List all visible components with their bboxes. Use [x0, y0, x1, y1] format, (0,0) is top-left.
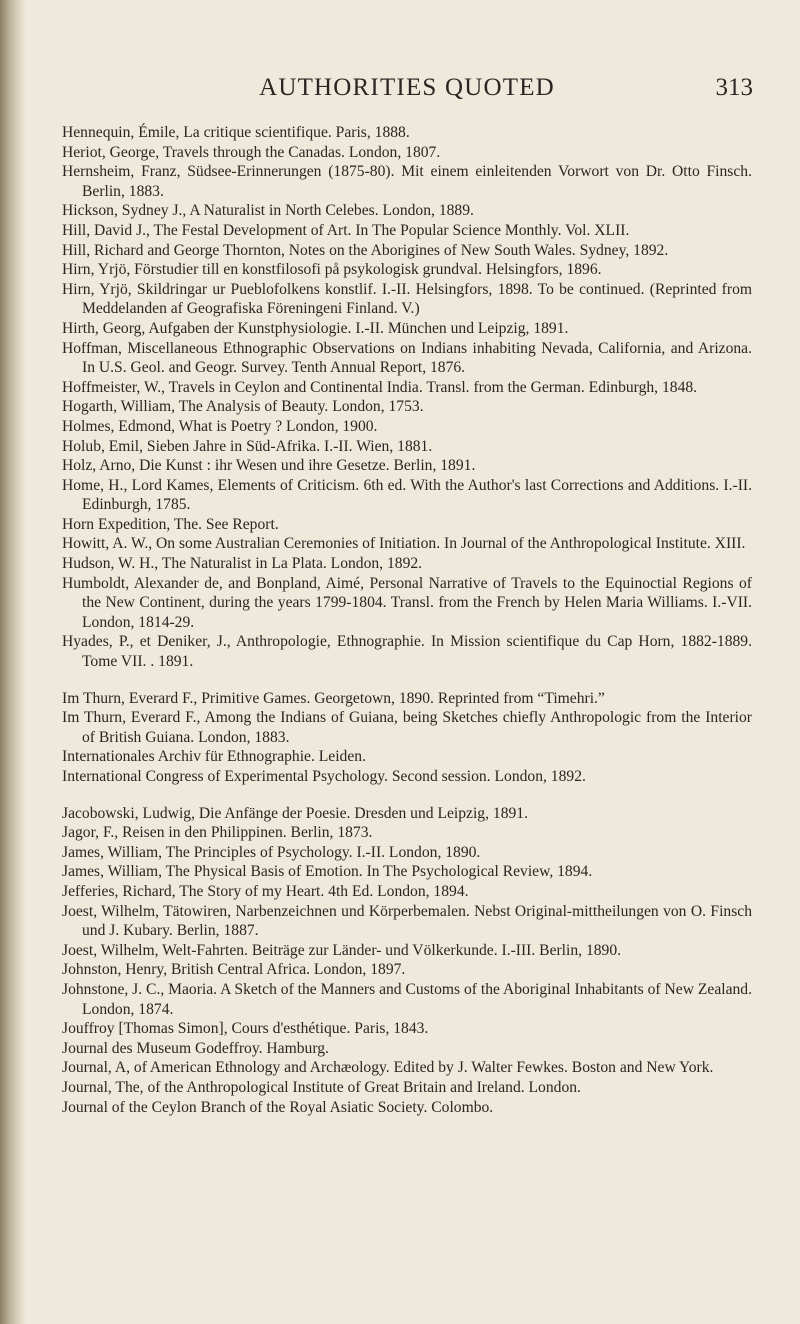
book-spine-shadow: [0, 0, 26, 1324]
bibliography-entry: Hoffmeister, W., Travels in Ceylon and Continental India. Transl. from the German. Edinburgh, 1848.: [62, 378, 698, 396]
bibliography-entry: Hirth, Georg, Aufgaben der Kunstphysiologie. I.-II. München und Leipzig, 1891.: [62, 319, 569, 337]
bibliography-entry: Hill, David J., The Festal Development of Art. In The Popular Science Monthly. Vol. XLII.: [62, 221, 630, 239]
bibliography-entry: Im Thurn, Everard F., Among the Indians of Guiana, being Sketches chiefly Anthropologic from the Interior of British Guiana. London, 1883.: [62, 709, 752, 746]
bibliography-list: [62, 123, 752, 1117]
bibliography-entry: James, William, The Physical Basis of Emotion. In The Psychological Review, 1894.: [62, 863, 593, 881]
bibliography-entry: Im Thurn, Everard F., Primitive Games. Georgetown, 1890. Reprinted from “Timehri.”: [62, 689, 605, 707]
bibliography-entry: Howitt, A. W., On some Australian Ceremonies of Initiation. In Journal of the Anthropological Institute. XIII.: [62, 535, 746, 553]
bibliography-entry: Hernsheim, Franz, Südsee-Erinnerungen (1875-80). Mit einem einleitenden Vorwort von Dr. Otto Finsch. Berlin, 1883.: [62, 163, 752, 200]
bibliography-entry: Holub, Emil, Sieben Jahre in Süd-Afrika. I.-II. Wien, 1881.: [62, 437, 433, 455]
bibliography-entry: Humboldt, Alexander de, and Bonpland, Aimé, Personal Narrative of Travels to the Equinoctial Regions of the New Continent, during the years 1799-1804. Transl. from the French by Helen Maria Williams. I.-VII. London, 1814-29.: [62, 574, 752, 631]
bibliography-entry: Holmes, Edmond, What is Poetry ? London, 1900.: [62, 417, 378, 435]
section-gap: [62, 787, 752, 804]
section-gap: [62, 672, 752, 689]
bibliography-entry: Jagor, F., Reisen in den Philippinen. Berlin, 1873.: [62, 824, 373, 842]
bibliography-entry: Journal, A, of American Ethnology and Archæology. Edited by J. Walter Fewkes. Boston and New York.: [62, 1059, 714, 1077]
page-number: 313: [715, 74, 753, 101]
running-head: AUTHORITIES QUOTED: [259, 74, 555, 101]
bibliography-entry: Hill, Richard and George Thornton, Notes on the Aborigines of New South Wales. Sydney, 1892.: [62, 241, 669, 259]
bibliography-entry: Hyades, P., et Deniker, J., Anthropologie, Ethnographie. In Mission scientifique du Cap Horn, 1882-1889. Tome VII. . 1891.: [62, 633, 752, 671]
bibliography-entry: Joest, Wilhelm, Tätowiren, Narbenzeichnen und Körperbemalen. Nebst Original-mittheilungen von O. Finsch und J. Kubary. Berlin, 1887.: [62, 902, 752, 940]
bibliography-entry: Johnston, Henry, British Central Africa. London, 1897.: [62, 961, 406, 979]
bibliography-entry: Hickson, Sydney J., A Naturalist in North Celebes. London, 1889.: [62, 202, 474, 220]
bibliography-entry: Johnstone, J. C., Maoria. A Sketch of the Manners and Customs of the Aboriginal Inhabitants of New Zealand. London, 1874.: [62, 980, 752, 1018]
bibliography-entry: Joest, Wilhelm, Welt-Fahrten. Beiträge zur Länder- und Völkerkunde. I.-III. Berlin, 1890.: [62, 941, 622, 959]
bibliography-entry: Journal, The, of the Anthropological Institute of Great Britain and Ireland. London.: [62, 1078, 581, 1096]
book-page: [62, 74, 752, 1117]
bibliography-entry: Hoffman, Miscellaneous Ethnographic Observations on Indians inhabiting Nevada, California, and Arizona. In U.S. Geol. and Geogr. Survey. Tenth Annual Report, 1876.: [62, 339, 752, 377]
bibliography-entry: Jacobowski, Ludwig, Die Anfänge der Poesie. Dresden und Leipzig, 1891.: [62, 804, 528, 822]
bibliography-entry: Hirn, Yrjö, Skildringar ur Pueblofolkens konstlif. I.-II. Helsingfors, 1898. To be continued. (Reprinted from Meddelanden af Geografiska Föreningeni Finland. V.): [62, 280, 752, 318]
bibliography-entry: Horn Expedition, The. See Report.: [62, 515, 279, 533]
bibliography-entry: Journal des Museum Godeffroy. Hamburg.: [62, 1039, 329, 1057]
bibliography-entry: Holz, Arno, Die Kunst : ihr Wesen und ihre Gesetze. Berlin, 1891.: [62, 457, 476, 475]
page-header: [62, 74, 752, 108]
bibliography-entry: James, William, The Principles of Psychology. I.-II. London, 1890.: [62, 843, 481, 861]
bibliography-entry: Jefferies, Richard, The Story of my Heart. 4th Ed. London, 1894.: [62, 882, 469, 900]
bibliography-entry: Hennequin, Émile, La critique scientifique. Paris, 1888.: [62, 124, 410, 141]
bibliography-entry: Hirn, Yrjö, Förstudier till en konstfilosofi på psykologisk grundval. Helsingfors, 1896.: [62, 261, 602, 279]
bibliography-entry: Home, H., Lord Kames, Elements of Criticism. 6th ed. With the Author's last Corrections and Additions. I.-II. Edinburgh, 1785.: [62, 476, 752, 514]
bibliography-entry: Journal of the Ceylon Branch of the Royal Asiatic Society. Colombo.: [62, 1098, 494, 1116]
bibliography-entry: Hudson, W. H., The Naturalist in La Plata. London, 1892.: [62, 555, 423, 573]
bibliography-entry: Internationales Archiv für Ethnographie. Leiden.: [62, 748, 366, 766]
bibliography-entry: Jouffroy [Thomas Simon], Cours d'esthétique. Paris, 1843.: [62, 1020, 429, 1038]
bibliography-entry: International Congress of Experimental Psychology. Second session. London, 1892.: [62, 768, 586, 785]
bibliography-entry: Hogarth, William, The Analysis of Beauty. London, 1753.: [62, 398, 424, 416]
bibliography-entry: Heriot, George, Travels through the Canadas. London, 1807.: [62, 143, 441, 161]
